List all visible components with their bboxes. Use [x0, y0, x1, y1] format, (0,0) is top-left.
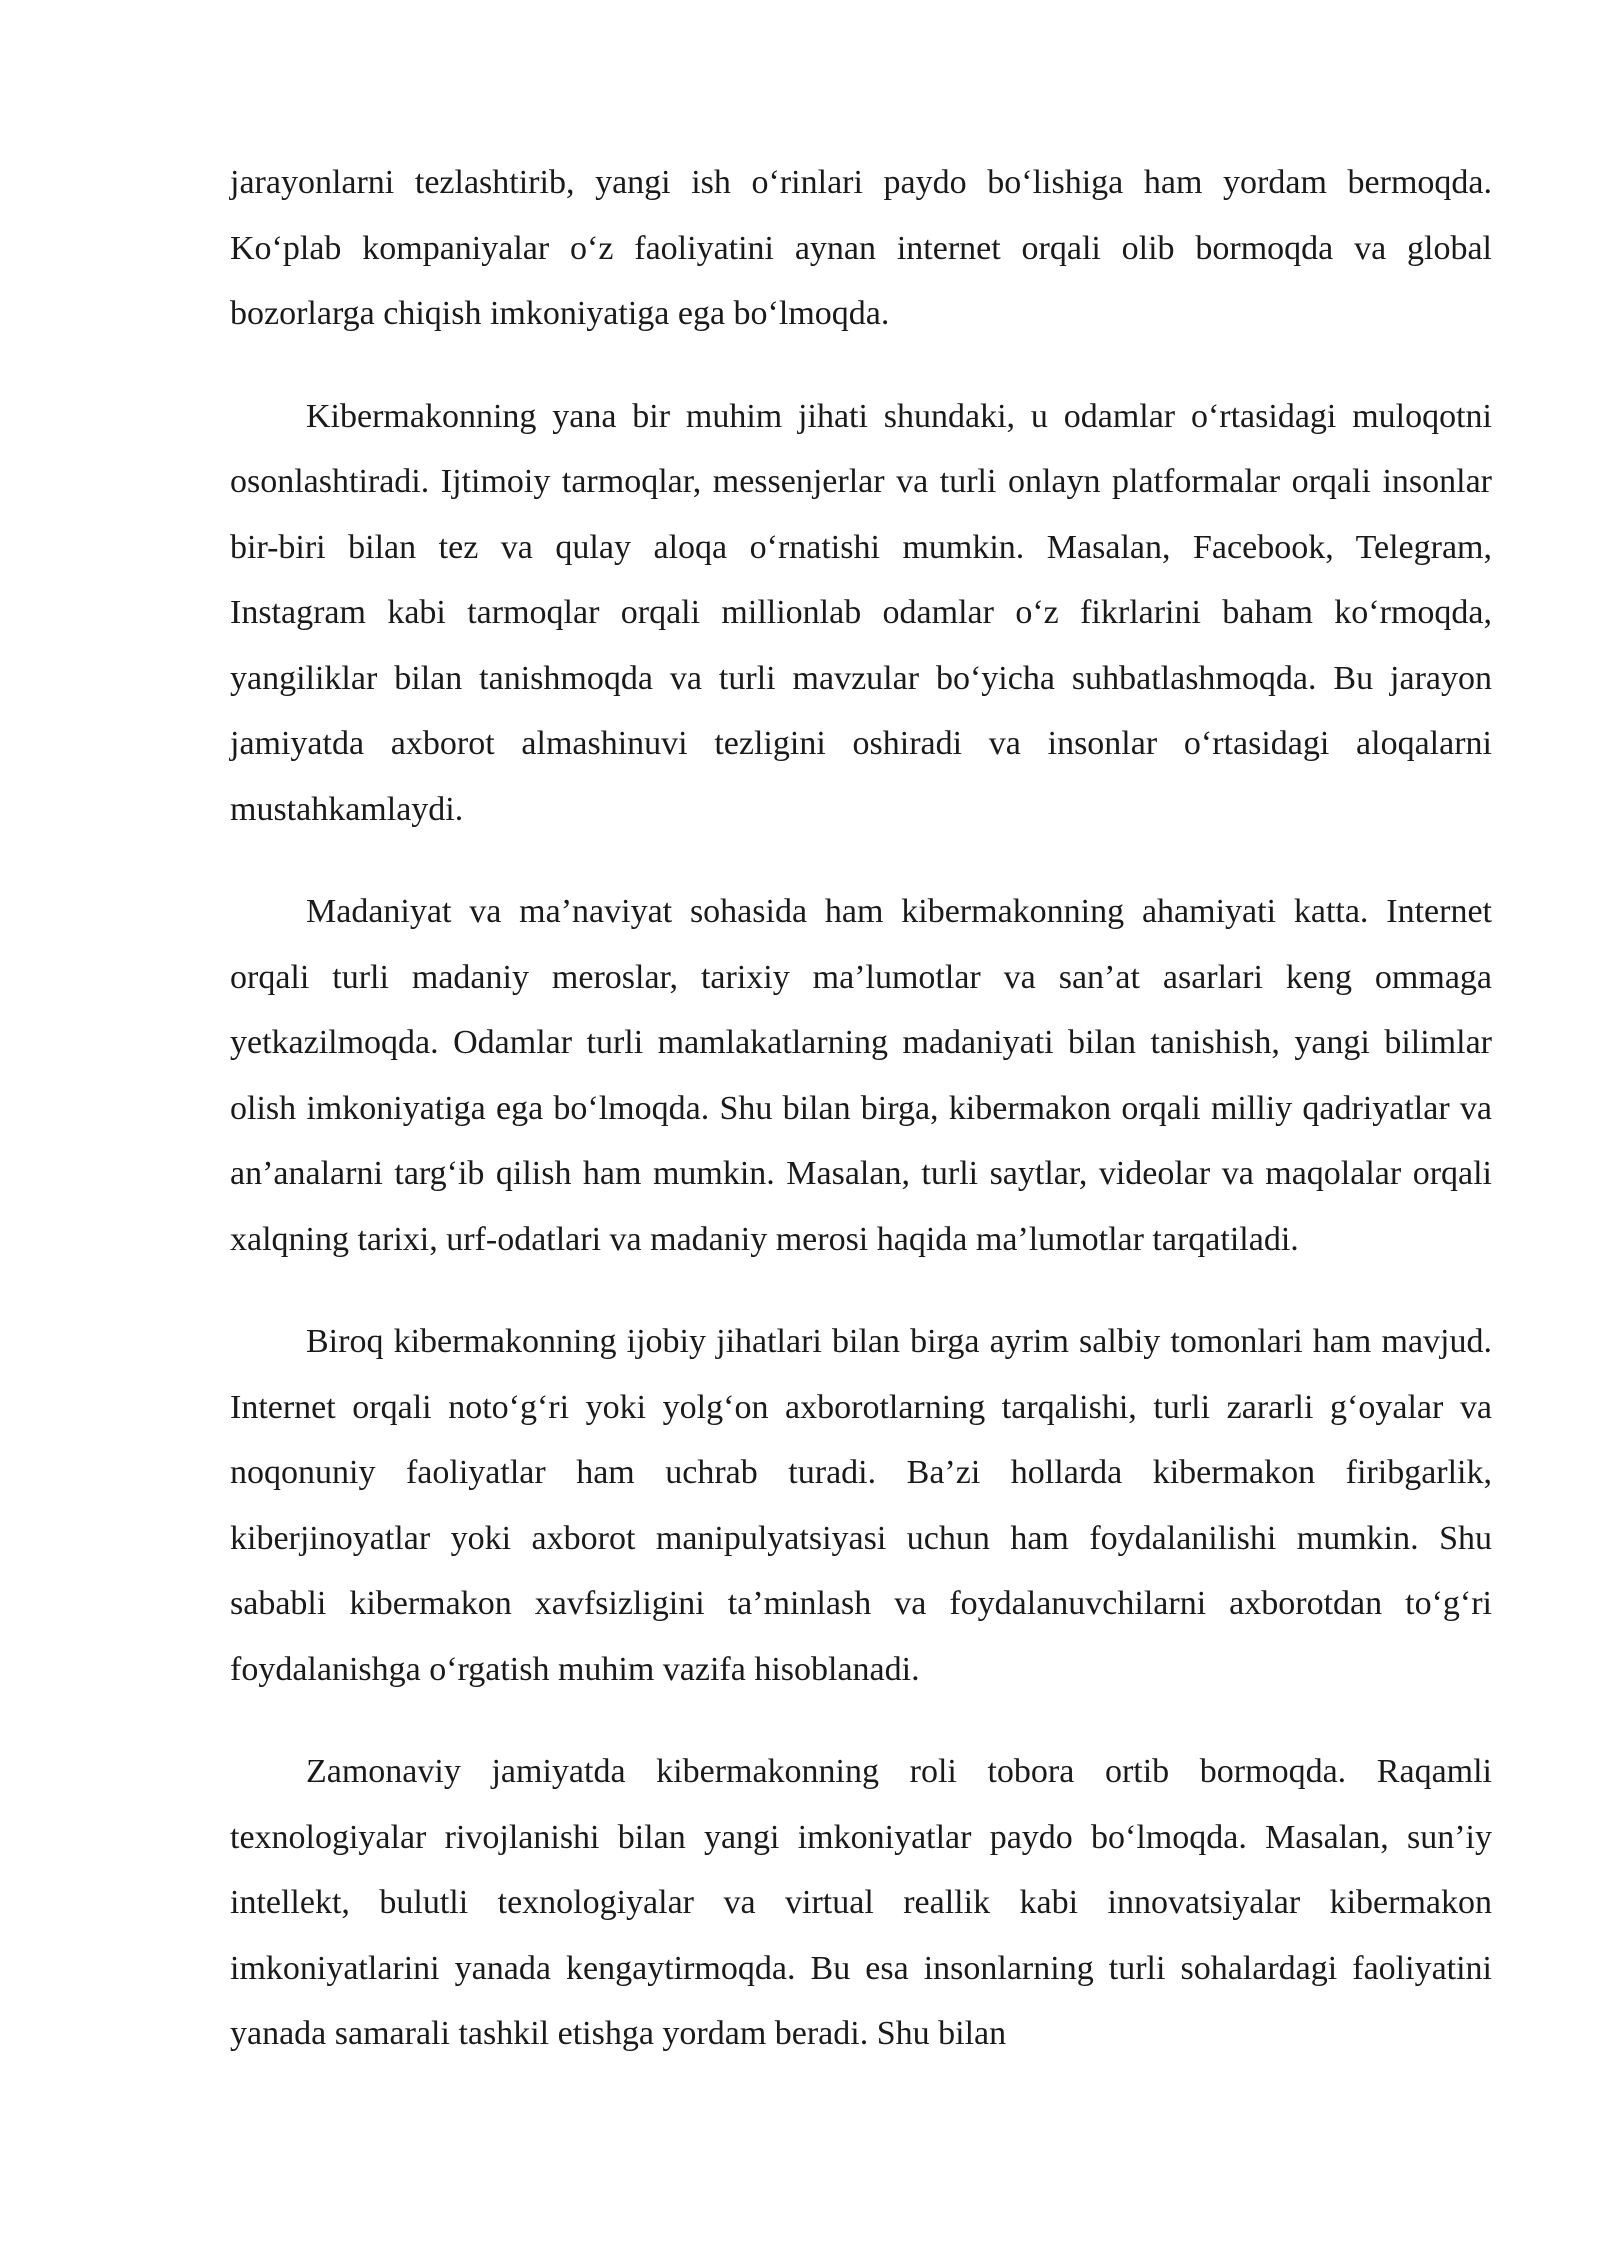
paragraph-1: jarayonlarni tezlashtirib, yangi ish o‘rinlari paydo bo‘lishiga ham yordam bermoqda. Ko‘plab kompaniyalar o‘z faoliyatini aynan internet orqali olib bormoqda va global bozorlarga chiqish imkoniyatiga ega bo‘lmoqda.: [230, 164, 1492, 332]
document-body: [230, 150, 1492, 2067]
paragraph-2: Kibermakonning yana bir muhim jihati shundaki, u odamlar o‘rtasidagi muloqotni osonlashtiradi. Ijtimoiy tarmoqlar, messenjerlar va turli onlayn platformalar orqali insonlar bir-biri bilan tez va qulay aloqa o‘rnatishi mumkin. Masalan, Facebook, Telegram, Instagram kabi tarmoqlar orqali millionlab odamlar o‘z fikrlarini baham ko‘rmoqda, yangiliklar bilan tanishmoqda va turli mavzular bo‘yicha suhbatlashmoqda. Bu jarayon jamiyatda axborot almashinuvi tezligini oshiradi va insonlar o‘rtasidagi aloqalarni mustahkamlaydi.: [230, 397, 1492, 828]
paragraph-5: Zamonaviy jamiyatda kibermakonning roli tobora ortib bormoqda. Raqamli texnologiyalar rivojlanishi bilan yangi imkoniyatlar paydo bo‘lmoqda. Masalan, sun’iy intellekt, bulutli texnologiyalar va virtual reallik kabi innovatsiyalar kibermakon imkoniyatlarini yanada kengaytirmoqda. Bu esa insonlarning turli sohalardagi faoliyatini yanada samarali tashkil etishga yordam beradi. Shu bilan: [230, 1753, 1492, 2052]
paragraph-4: Biroq kibermakonning ijobiy jihatlari bilan birga ayrim salbiy tomonlari ham mavjud. Internet orqali noto‘g‘ri yoki yolg‘on axborotlarning tarqalishi, turli zararli g‘oyalar va noqonuniy faoliyatlar ham uchrab turadi. Ba’zi hollarda kibermakon firibgarlik, kiberjinoyatlar yoki axborot manipulyatsiyasi uchun ham foydalanilishi mumkin. Shu sababli kibermakon xavfsizligini ta’minlash va foydalanuvchilarni axborotdan to‘g‘ri foydalanishga o‘rgatish muhim vazifa hisoblanadi.: [230, 1323, 1492, 1688]
paragraph-3: Madaniyat va ma’naviyat sohasida ham kibermakonning ahamiyati katta. Internet orqali turli madaniy meroslar, tarixiy ma’lumotlar va san’at asarlari keng ommaga yetkazilmoqda. Odamlar turli mamlakatlarning madaniyati bilan tanishish, yangi bilimlar olish imkoniyatiga ega bo‘lmoqda. Shu bilan birga, kibermakon orqali milliy qadriyatlar va an’analarni targ‘ib qilish ham mumkin. Masalan, turli saytlar, videolar va maqolalar orqali xalqning tarixi, urf-odatlari va madaniy merosi haqida ma’lumotlar tarqatiladi.: [230, 893, 1492, 1258]
